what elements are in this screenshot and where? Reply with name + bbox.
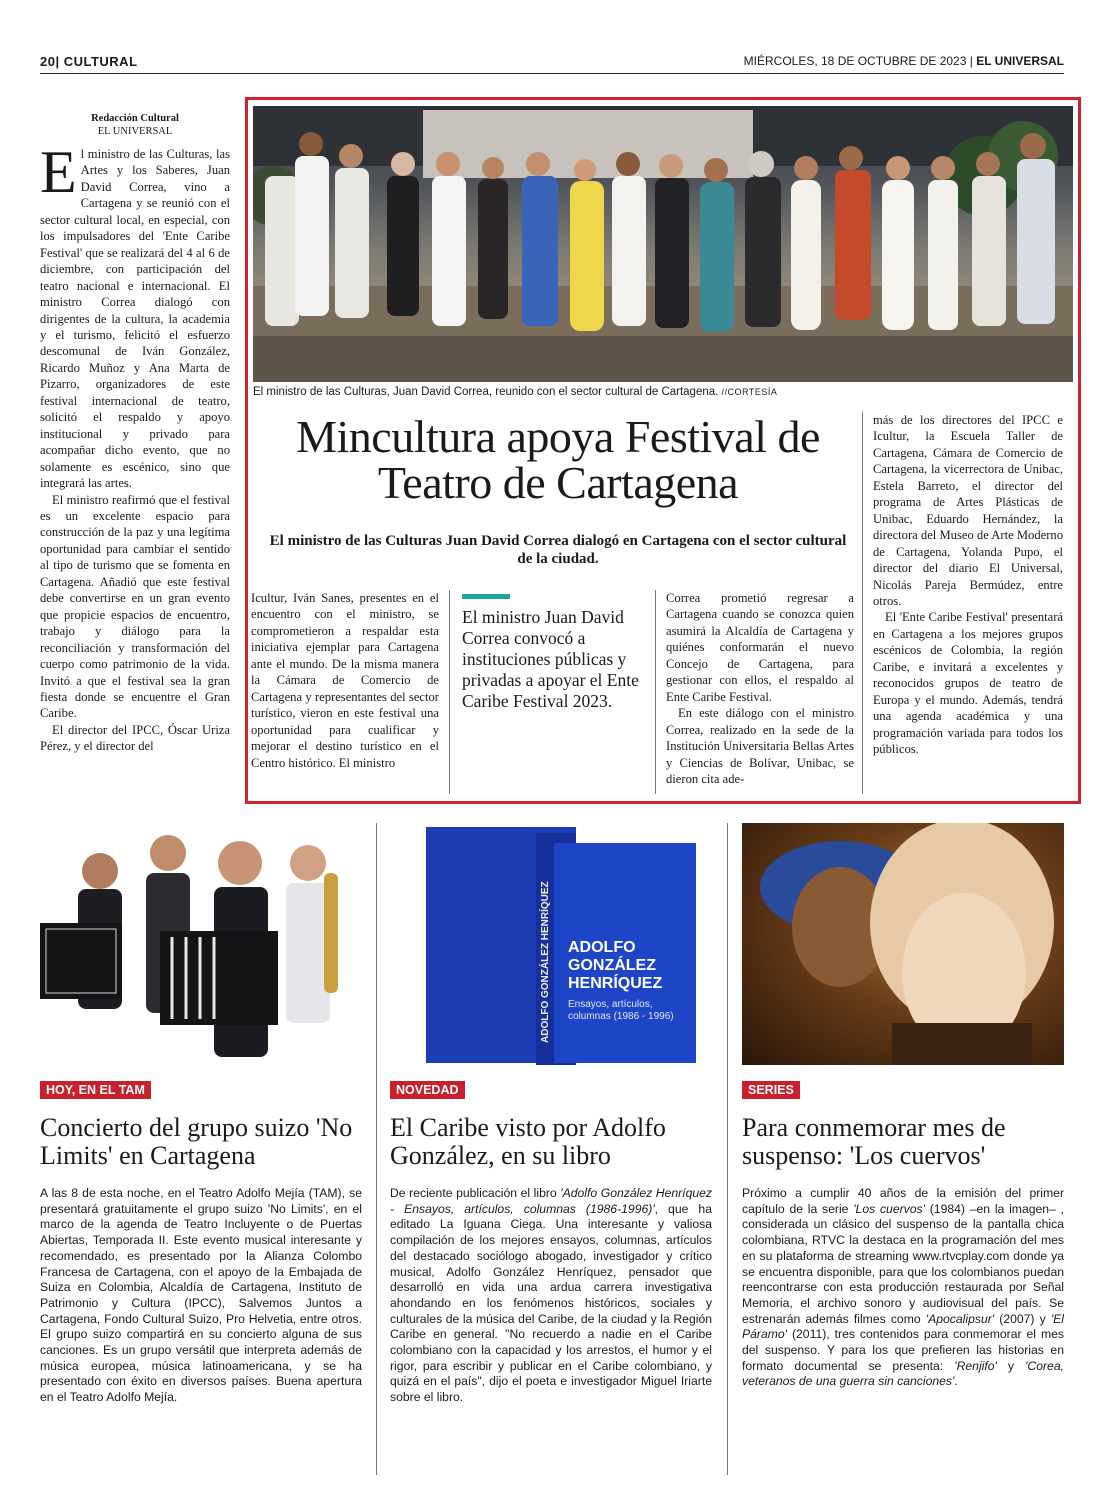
group-photo — [253, 106, 1073, 382]
issue-date-line: MIÉRCOLES, 18 DE OCTUBRE DE 2023 | EL UNIVERSAL — [743, 54, 1064, 68]
article-paragraph: Correa prometió regresar a Cartagena cuando se conozca quien asumirá la Alcaldía de Cartagena y quiénes conformarán el nuevo Concejo de Cartagena, para gestionar con ellos, el respaldo al Ente Caribe Festival. — [666, 591, 854, 704]
article-paragraph: En este diálogo con el ministro Correa, realizado en la sede de la Institución Universitaria Bellas Artes y Ciencias de Bolívar, Unibac, se dieron cita ade- — [666, 706, 854, 786]
column-divider — [862, 412, 863, 794]
story-body: Próximo a cumplir 40 años de la emisión del primer capítulo de la serie 'Los cuervos' (1984) –en la imagen– , considerada un clásico del suspenso de la pantalla chica colombiana, RTVC la destaca en la programación del mes en su plataforma de streaming www.rtvcplay.com donde ya se encuentra disponible, para que los colombianos puedan reencontrarse con esta producción restaurada por Señal Memoria, el archivo sonoro y audiovisual del país. Se estrenarán además filmes como 'Apocalipsur' (2007) y 'El Páramo' (2011), tres contenidos para conmemorar el mes del suspenso. Y para los que prefieren las historias en formato documental se presenta: 'Renjifo' y 'Corea, veteranos de una guerra sin canciones'. — [742, 1186, 1065, 1389]
article-paragraph: Icultur, Iván Sanes, presentes en el encuentro con el ministro, se comprometieron a respaldar esta iniciativa ejemplar para Cartagena ante el mundo. De la misma manera la Cámara de Comercio de Cartagena y representantes del sector turístico, vieron en este festival una oportunidad para cualificar y mejorar el destino turístico en el Centro histórico. El ministro — [251, 591, 439, 770]
pull-quote-accent-bar — [462, 594, 510, 599]
series-still-photo — [742, 823, 1064, 1065]
book-subtitle: Ensayos, artículos, columnas (1986 - 1996) — [568, 999, 674, 1022]
byline-paper: EL UNIVERSAL — [97, 126, 173, 137]
column-divider — [449, 590, 450, 794]
dropcap: E — [40, 139, 77, 205]
page-section-label: 20| CULTURAL — [40, 54, 138, 69]
musicians-photo — [40, 823, 362, 1065]
story-tag-novedad: NOVEDAD — [390, 1081, 465, 1099]
book-cover-photo — [390, 823, 712, 1065]
story-body: A las 8 de esta noche, en el Teatro Adolfo Mejía (TAM), se presentará gratuitamente el grupo suizo 'No Limits', en el marco de la agenda de Teatro Incluyente o de Puertas Abiertas, Temporada II. Este evento musical interesante y recomendado, es presentado por la Alianza Colombo Francesa de Cartagena, con el apoyo de la Embajada de Suiza en Colombia, Alcaldía de Cartagena, Instituto de Patrimonio y Cultura (IPCC), Salvemos Juntos a Cartagena, Fondo Cultural Suizo, Pro Helvetia, entre otros. El grupo suizo compartirá en su concierto alguna de sus canciones. Es un grupo versátil que interpreta además de música europea, música latinoamericana, y se ha presentado con éxito en diversos países. Buena apertura en el Teatro Adolfo Mejía. — [40, 1186, 362, 1405]
story-tag-series: SERIES — [742, 1081, 800, 1099]
feature-headline: Mincultura apoya Festival de Teatro de Cartagena — [296, 411, 820, 508]
book-front-cover — [554, 843, 696, 1063]
column-divider — [727, 823, 728, 1475]
story-body: De reciente publicación el libro 'Adolfo González Henríquez - Ensayos, artículos, columnas (1986-1996)', que ha editado La Iguana Ciega. Una interesante y valiosa compilación de los mejores ensayos, columnas, artículos del destacado sociólogo abogado, investigador y crítico musical, Adolfo González Henríquez, pensador que desarrolló en vida una ardua carrera investigativa ahondando en los fenómenos históricos, sociales y culturales de la música del Caribe, de la ciudad y la Región Caribe en general. "No recuerdo a nadie en el Caribe colombiano con la capacidad y los arrestos, el humor y el rigor, para escribir y publicar en el Caribe colombiano, y quizá en el país", dijo el poeta e investigador Miguel Iriarte sobre el libro. — [390, 1186, 712, 1405]
article-paragraph: más de los directores del IPCC e Icultur, la Escuela Taller de Cartagena, Cámara de Comercio de Cartagena, la vicerrectora de Unibac, Estela Barreto, el director del programa de Artes Plásticas de Unibac, Eduardo Hernández, la directora del Museo de Arte Moderno de Cartagena, Yolanda Pupo, el director del diario El Universal, Nicolás Pareja Bermúdez, entre otros. — [873, 413, 1063, 608]
article-column-1 — [40, 139, 230, 755]
issue-date: MIÉRCOLES, 18 DE OCTUBRE DE 2023 — [743, 54, 967, 68]
article-column-4 — [666, 590, 854, 787]
article-paragraph: El ministro reafirmó que el festival es un excelente espacio para construcción de la paz y una legítima oportunidad para cambiar el sentido al tipo de turismo que se fomenta en Cartagena. Añadió que este festival debe convertirse en un gran evento que propicie espacios de encuentro, trabajo y diálogo para la reconciliación y transformación del cuerpo como patrimonio de la vida. Invitó a que el festival sea la gran fiesta donde se encuentre el Gran Caribe. — [40, 492, 230, 721]
story-headline: El Caribe visto por Adolfo González, en su libro — [390, 1113, 666, 1170]
story-tag-tam: HOY, EN EL TAM — [40, 1081, 151, 1099]
story-headline: Para conmemorar mes de suspenso: 'Los cuervos' — [742, 1113, 1006, 1170]
photo-credit: //CORTESÍA — [721, 387, 778, 397]
musicians-illustration — [40, 823, 362, 1065]
article-paragraph: El 'Ente Caribe Festival' presentará en Cartagena a los mejores grupos escénicos de Colombia, la región Caribe, e invitará a excelentes y reconocidos grupos de teatro de Europa y el mundo. Además, tendrá una agenda académica y una programación variada para todos los públicos. — [873, 610, 1063, 757]
article-paragraph: El director del IPCC, Óscar Uriza Pérez, y el director del — [40, 722, 230, 754]
pull-quote: El ministro Juan David Correa convocó a instituciones públicas y privadas a apoyar el Ente Caribe Festival 2023. — [462, 607, 639, 711]
column-divider — [655, 590, 656, 794]
newspaper-name: EL UNIVERSAL — [976, 54, 1064, 68]
article-paragraph: El ministro de las Culturas, las Artes y los Saberes, Juan David Correa, vino a Cartagena y se reunió con el sector cultural local, en especial, con los impulsadores del 'Ente Caribe Festival' que se realizará del 4 al 6 de diciembre, con participación del teatro nacional e internacional. El ministro Correa dialogó con dirigentes de la cultura, la academia y el turismo, felicitó el esfuerzo descomunal de Iván González, Ricardo Muñoz y Ana Marta de Pizarro, organizadores de este festival internacional de teatro, solicitó el respaldo y apoyo institucional y privado para acompañar dicho evento, que no solamente es escénico, sino que integrará las artes. — [40, 139, 230, 491]
group-photo-illustration — [253, 106, 1073, 382]
photo-caption: El ministro de las Culturas, Juan David Correa, reunido con el sector cultural de Cartagena. //CORTESÍA — [253, 386, 778, 398]
story-headline: Concierto del grupo suizo 'No Limits' en Cartagena — [40, 1113, 353, 1170]
byline-desk: Redacción Cultural — [91, 113, 179, 124]
header-rule — [40, 73, 1064, 74]
book-author: ADOLFO GONZÁLEZ HENRÍQUEZ — [568, 939, 663, 992]
byline — [40, 112, 230, 138]
column-divider — [376, 823, 377, 1475]
article-column-2 — [251, 590, 439, 771]
book-spine-text: ADOLFO GONZÁLEZ HENRÍQUEZ — [540, 881, 551, 1043]
article-column-5 — [873, 412, 1063, 758]
feature-subheadline: El ministro de las Culturas Juan David Correa dialogó en Cartagena con el sector cultural de la ciudad. — [269, 533, 847, 567]
series-still-illustration — [742, 823, 1064, 1065]
